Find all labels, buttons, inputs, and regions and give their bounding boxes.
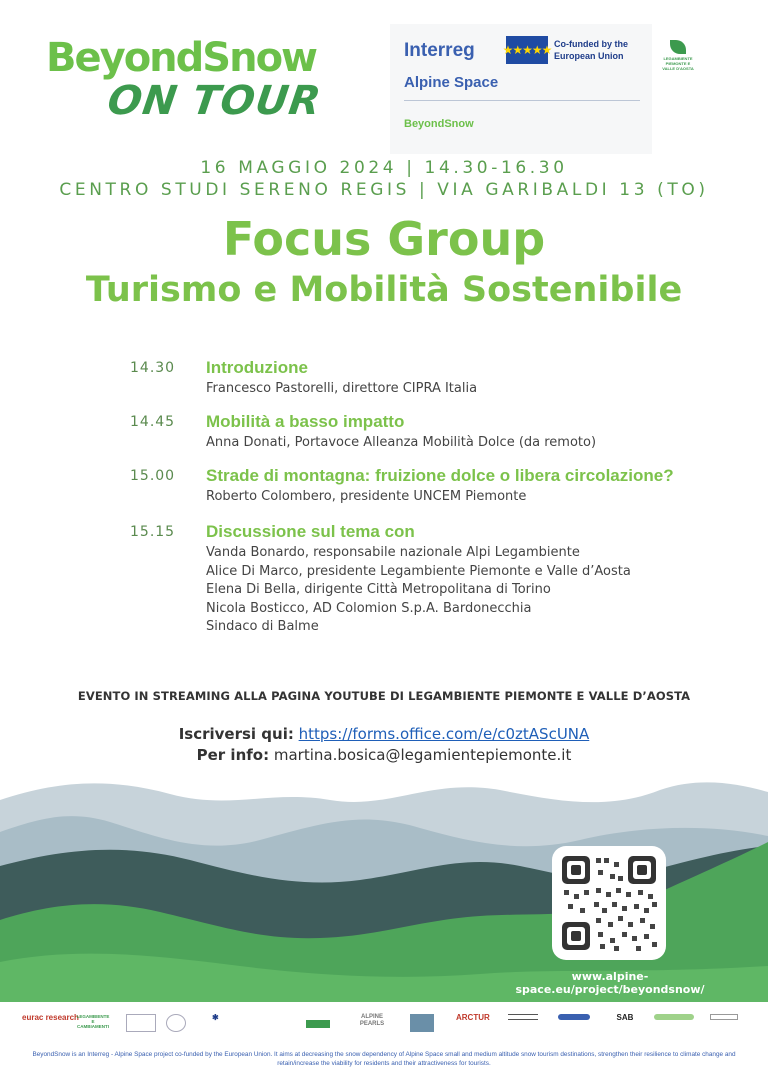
leaf-icon [670, 40, 686, 54]
qr-code[interactable] [552, 846, 666, 960]
partner-logo-emblem [558, 1014, 590, 1020]
agenda-speakers [206, 544, 631, 637]
agenda-speaker: Francesco Pastorelli, direttore CIPRA Italia [206, 381, 478, 396]
partner-logo-emblem [654, 1014, 694, 1020]
agenda-speaker: Alice Di Marco, presidente Legambiente Piemonte e Valle d’Aosta [206, 563, 631, 579]
logo-line2: ON TOUR [104, 78, 325, 124]
logo-line1: BeyondSnow [46, 35, 316, 81]
info-email[interactable]: martina.bosica@legamientepiemonte.it [273, 746, 572, 764]
alpine-space-label: Alpine Space [404, 74, 499, 91]
agenda-speaker: Nicola Bosticco, AD Colomion S.p.A. Bardonecchia [206, 600, 532, 616]
agenda-title: Introduzione [206, 358, 308, 377]
qr-code-icon [552, 846, 666, 960]
agenda-time: 14.45 [130, 414, 176, 430]
partner-logo-seal [166, 1014, 186, 1032]
interreg-label: Interreg [404, 40, 475, 61]
agenda-speakers [206, 434, 596, 453]
partner-logo: LEGAMBIENTE E CAMBIAMENTI [76, 1014, 110, 1029]
footer-note: BeyondSnow is an Interreg - Alpine Space project co-funded by the European Union. It aims at decreasing the snow dependency of Alpine Space small and medium altitude snow tourism destinations, strengthen their resilience to climate change and retain/increase the viability for residents and their attractiveness for tourists. [32, 1051, 736, 1067]
legambiente-label: LEGAMBIENTE PIEMONTE E VALLE D'AOSTA [662, 56, 694, 71]
agenda-time: 15.00 [130, 468, 176, 484]
partner-logo-mountain [306, 1014, 330, 1028]
agenda-title: Discussione sul tema con [206, 522, 415, 541]
beyondsnow-small-label: BeyondSnow [404, 118, 474, 130]
agenda-speaker: Roberto Colombero, presidente UNCEM Piemonte [206, 489, 527, 504]
event-title: Focus Group [222, 212, 546, 266]
partner-logo-text: ✱ [212, 1013, 219, 1022]
partner-logo: ALPINE PEARLS [359, 1014, 385, 1027]
agenda-speakers [206, 488, 526, 507]
signup-link[interactable]: https://forms.office.com/e/c0ztAScUNA [298, 725, 590, 743]
signup-label: Iscriversi qui: [178, 725, 294, 743]
eu-flag-icon: ★★★★★ [506, 36, 548, 64]
agenda-speaker: Anna Donati, Portavoce Alleanza Mobilità Dolce (da remoto) [206, 435, 597, 450]
partner-logo-emblem [410, 1014, 434, 1032]
partner-logo-emblem [710, 1014, 738, 1020]
info-line [0, 746, 768, 764]
interreg-logo-box [390, 24, 652, 154]
event-date: 16 MAGGIO 2024 | 14.30-16.30 [200, 158, 568, 178]
agenda-speaker: Elena Di Bella, dirigente Città Metropolitana di Torino [206, 582, 551, 598]
partner-logo: SAB [616, 1013, 634, 1022]
agenda-time: 14.30 [130, 360, 176, 376]
info-label: Per info: [196, 746, 270, 764]
event-subtitle: Turismo e Mobilità Sostenibile [85, 270, 683, 310]
agenda-time: 15.15 [130, 524, 176, 540]
legambiente-logo [662, 40, 694, 71]
agenda-speaker: Sindaco di Balme [206, 619, 319, 635]
partner-logo: eurac research [22, 1013, 79, 1022]
streaming-notice: EVENTO IN STREAMING ALLA PAGINA YOUTUBE DI LEGAMBIENTE PIEMONTE E VALLE D’AOSTA [77, 689, 691, 703]
partner-logo-emblem [508, 1014, 538, 1020]
signup-line [0, 725, 768, 743]
cofunded-label: Co-funded by the European Union [554, 39, 628, 61]
partner-logo: ARCTUR [456, 1013, 490, 1022]
agenda-speakers [206, 380, 477, 399]
project-url[interactable]: www.alpine-space.eu/project/beyondsnow/ [515, 970, 705, 996]
partner-logos [0, 1004, 768, 1046]
divider [404, 100, 640, 101]
beyondsnow-logo [46, 36, 336, 122]
event-place: CENTRO STUDI SERENO REGIS | VIA GARIBALDI 13 (TO) [59, 180, 709, 200]
partner-logo-emblem [126, 1014, 156, 1032]
agenda-title: Strade di montagna: fruizione dolce o libera circolazione? [206, 466, 674, 485]
agenda-title: Mobilità a basso impatto [206, 412, 405, 431]
agenda-speaker: Vanda Bonardo, responsabile nazionale Alpi Legambiente [206, 545, 580, 560]
